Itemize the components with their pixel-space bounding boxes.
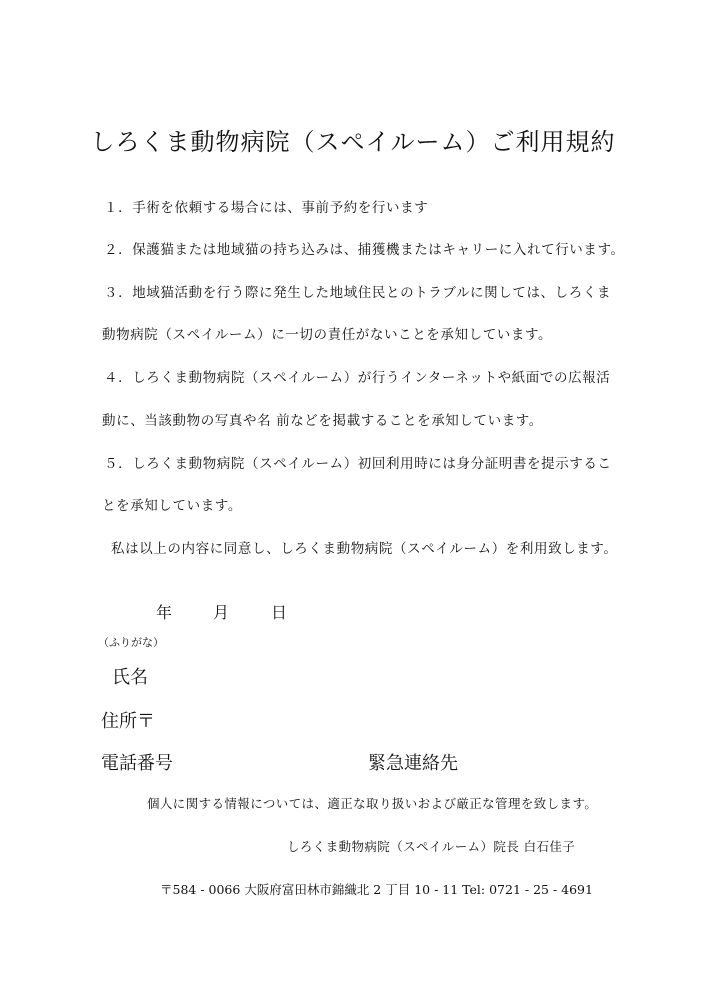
- privacy-notice: 個人に関する情報については、適正な取り扱いおよび厳正な管理を致します。: [147, 796, 598, 811]
- rule-4: ４．しろくま動物病院（スペイルーム）が行うインターネットや紙面での広報活: [104, 370, 611, 386]
- rule-5-continued: とを承知しています。: [102, 498, 242, 514]
- rule-3: ３．地域猫活動を行う際に発生した地域住民とのトラブルに関しては、しろくま: [104, 285, 612, 301]
- rule-5: ５．しろくま動物病院（スペイルーム）初回利用時には身分証明書を提示するこ: [104, 456, 612, 472]
- clinic-contact: 〒584 - 0066 大阪府富田林市錦織北 2 丁目 10 - 11 Tel: 0721 - 25 - 4691: [160, 882, 593, 897]
- rule-3-continued: 動物病院（スペイルーム）に一切の責任がないことを承知しています。: [102, 327, 553, 343]
- furigana-label: （ふりがな）: [98, 636, 164, 649]
- agreement-statement: 私は以上の内容に同意し、しろくま動物病院（スペイルーム）を利用致します。: [111, 541, 618, 557]
- date-year-label: 年: [156, 603, 173, 622]
- rule-1: １．手術を依頼する場合には、事前予約を行います: [104, 200, 429, 216]
- address-label: 住所〒: [101, 711, 155, 732]
- emergency-contact-label: 緊急連絡先: [368, 753, 458, 774]
- name-label: 氏名: [112, 667, 148, 688]
- date-day-label: 日: [271, 603, 288, 622]
- rule-2: ２．保護猫または地域猫の持ち込みは、捕獲機またはキャリーに入れて行います。: [104, 242, 625, 258]
- director-signature: しろくま動物病院（スペイルーム）院長 白石佳子: [287, 839, 576, 854]
- document-title: しろくま動物病院（スペイルーム）ご利用規約: [90, 128, 616, 156]
- rule-4-continued: 動に、当該動物の写真や名 前などを掲載することを承知しています。: [102, 413, 543, 429]
- phone-label: 電話番号: [101, 753, 173, 774]
- date-month-label: 月: [213, 603, 230, 622]
